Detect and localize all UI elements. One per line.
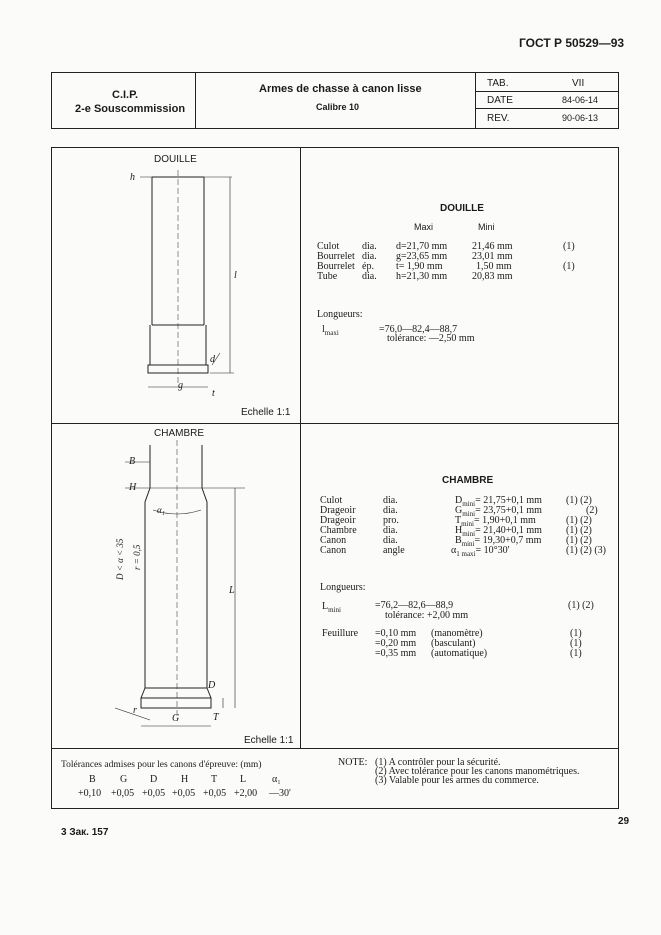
douille-scale: Echelle 1:1 [241,407,291,418]
chambre-row-name: Drageoir [320,515,356,526]
chambre-row-notes: (1) (2) [566,495,592,506]
douille-row-maxi: g=23,65 mm [396,251,448,262]
chambre-row-name: Canon [320,545,347,556]
chambre-row-type: dia. [383,505,398,516]
chambre-row-value: $\alpha_{1 maxi}= 10^\circ 30'$ [451,545,510,558]
chambre-scale: Echelle 1:1 [244,735,294,746]
tol-header: T [211,774,218,785]
dim-D-label: D [208,680,216,691]
feuillure-value: =0,20 mm [375,638,417,649]
douille-longueurs-label: Longueurs: [317,309,363,320]
chambre-row-value: $H_{mini}= 21,40+0,1$ mm [455,525,542,538]
tol-header: α₁ [272,774,281,785]
douille-row-mini: 20,83 mm [472,271,513,282]
douille-row-note: (1) [563,261,575,272]
chambre-drawing-title: CHAMBRE [154,428,205,439]
header-title: Armes de chasse à canon lisse [259,83,422,95]
header-subtitle: Calibre 10 [316,102,360,112]
douille-drawing-title: DOUILLE [154,154,197,165]
chambre-lmin-value: =76,2—82,6—88,9 [375,600,454,611]
tol-header: H [181,774,189,785]
col-mini: Mini [478,222,495,232]
dim-r-label: r [133,705,137,716]
tol-value: —30' [269,788,291,799]
douille-row-name: Bourrelet [317,261,355,272]
feuillure-value: =0,10 mm [375,628,417,639]
tol-value: +0,05 [172,788,196,799]
note-item: (2) Avec tolérance pour les canons manométriques. [375,766,580,777]
page-number: 29 [618,816,630,827]
note-item: (3) Valable pour les armes du commerce. [375,775,539,786]
tol-value: +2,00 [234,788,258,799]
feuillure-value: =0,35 mm [375,648,417,659]
dim-l-label: l [234,270,237,281]
col-maxi: Maxi [414,222,434,232]
standard-number: ГОСТ Р 50529—93 [519,36,625,50]
douille-drawing [100,165,250,405]
dim-G-label: G [172,713,180,724]
header-divider [475,108,618,109]
tol-header: D [150,774,158,785]
douille-row-name: Culot [317,241,340,252]
feuillure-desc: (basculant) [431,638,476,649]
chambre-row-value: $T_{mini}= 1,90+0,1$ mm [455,515,536,528]
douille-row-maxi: d=21,70 mm [396,241,448,252]
chambre-lmin-tol: tolérance: +2,00 mm [385,610,469,621]
rev-label: REV. [487,113,510,124]
dim-t-label: t [212,388,215,399]
douille-row-maxi: t= 1,90 mm [396,261,443,272]
douille-lmax-label: $l_{maxi}$ [322,324,339,337]
feuillure-desc: (manomètre) [431,628,483,639]
date-label: DATE [487,95,513,106]
chambre-row-type: pro. [383,515,399,526]
tol-header: G [120,774,128,785]
tol-value: +0,05 [203,788,227,799]
douille-lmax-tol: tolérance: —2,50 mm [387,333,475,344]
chambre-row-name: Chambre [320,525,357,536]
tol-header: B [89,774,96,785]
chambre-row-notes: (2) [586,505,598,516]
rev-value: 90-06-13 [562,113,599,123]
dim-h-label: h [130,172,135,183]
chambre-lmin-notes: (1) (2) [568,600,594,611]
chambre-row-type: dia. [383,525,398,536]
chambre-row-notes: (1) (2) (3) [566,545,606,556]
douille-row-mini: 23,01 mm [472,251,513,262]
feuillure-desc: (automatique) [431,648,488,659]
chambre-row-type: dia. [383,535,398,546]
chambre-row-type: dia. [383,495,398,506]
douille-row-name: Bourrelet [317,251,355,262]
dim-T-label: T [213,712,219,723]
douille-lmax-value: =76,0—82,4—88,7 [379,324,458,335]
note-item: (1) A contrôler pour la sécurité. [375,757,501,768]
dim-B-label: B [129,456,136,467]
frame-divider [51,748,618,749]
chambre-row-type: angle [383,545,405,556]
douille-row-name: Tube [317,271,338,282]
tol-value: +0,05 [142,788,166,799]
chambre-row-value: $G_{mini}= 23,75+0,1$ mm [455,505,542,518]
dim-d-label: d [210,354,215,365]
notes-label: NOTE: [338,757,368,768]
chambre-lmin-label: $L_{mini}$ [322,601,341,614]
tab-value: VII [572,78,585,89]
chambre-row-notes: (1) (2) [566,525,592,536]
chambre-row-name: Drageoir [320,505,356,516]
dim-g-label: g [178,380,183,391]
chambre-row-value: $B_{mini}= 19,30+0,7$ mm [455,535,542,548]
date-value: 84-06-14 [562,95,599,105]
tolerances-title: Tolérances admises pour les canons d'épreuve: (mm) [61,760,262,770]
frame-divider [51,423,618,424]
feuillure-label: Feuillure [322,628,359,639]
tol-value: +0,05 [111,788,135,799]
chambre-table-title: CHAMBRE [442,475,494,486]
tab-label: TAB. [487,78,509,89]
chambre-row-value: $D_{mini}= 21,75+0,1$ mm [455,495,542,508]
feuillure-note: (1) [570,638,582,649]
dim-H-label: H [129,482,137,493]
douille-row-mini: 21,46 mm [472,241,513,252]
side-label-2: r = 0,5 [132,544,142,570]
chambre-longueurs-label: Longueurs: [320,582,366,593]
header-subcommission: 2-e Souscommission [75,103,186,115]
tol-value: +0,10 [78,788,102,799]
douille-row-mini: 1,50 mm [476,261,512,272]
tol-header: L [240,774,247,785]
douille-row-note: (1) [563,241,575,252]
dim-alpha-label: α₁ [157,505,165,515]
feuillure-note: (1) [570,628,582,639]
douille-row-type: dia. [362,251,377,262]
chambre-row-notes: (1) (2) [566,515,592,526]
douille-table-title: DOUILLE [440,203,484,214]
header-divider [475,72,476,128]
header-divider [195,72,196,128]
dim-L-label: L [229,585,235,596]
header-org: C.I.P. [112,89,139,101]
chambre-row-notes: (1) (2) [566,535,592,546]
douille-row-type: dia. [362,241,377,252]
frame-divider [300,148,301,748]
footer-left: 3 Зак. 157 [61,827,109,838]
douille-lmax-sub: maxi [324,329,339,337]
chambre-row-name: Canon [320,535,347,546]
douille-row-maxi: h=21,30 mm [396,271,448,282]
douille-row-type: ép. [362,261,374,272]
side-label-1: D < α < 35 [115,538,125,580]
feuillure-note: (1) [570,648,582,659]
douille-row-type: dia. [362,271,377,282]
header-divider [475,91,618,92]
chambre-row-name: Culot [320,495,343,506]
